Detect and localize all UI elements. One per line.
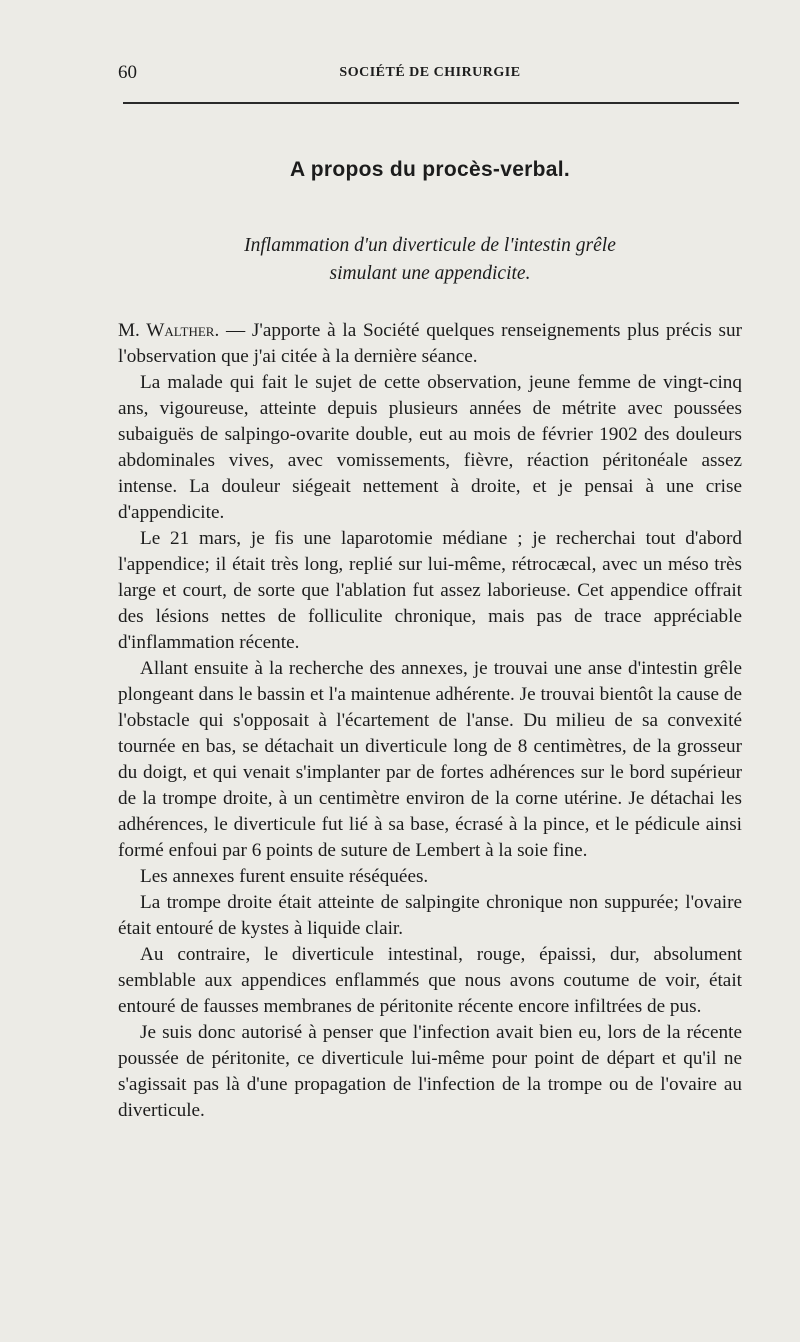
paragraph-3: Le 21 mars, je fis une laparotomie médiane ; je recherchai tout d'abord l'appendice; il était très long, replié sur lui-même, rétrocæcal, avec un méso très large et court, de sorte que l'ablation fut assez laborieuse. Cet appendice offrait des lésions nettes de folliculite chronique, mais pas de trace appréciable d'inflammation récente. xyxy=(118,528,742,653)
article-body xyxy=(118,318,742,1124)
subtitle-line-2: simulant une appendicite. xyxy=(329,263,531,284)
page-header xyxy=(118,62,742,88)
running-title: SOCIÉTÉ DE CHIRURGIE xyxy=(339,65,521,80)
section-title: A propos du procès-verbal. xyxy=(289,158,571,181)
paragraph-1-text: — J'apporte à la Société quelques renseignements plus précis sur l'observation que j'ai citée à la dernière séance. xyxy=(118,320,742,367)
paragraph-7: Au contraire, le diverticule intestinal, rouge, épaissi, dur, absolument semblable aux appendices enflammés que nous avons coutume de voir, était entouré de fausses membranes de péritonite récente encore infiltrées de pus. xyxy=(118,944,742,1017)
header-rule xyxy=(123,102,739,104)
paragraph-6: La trompe droite était atteinte de salpingite chronique non suppurée; l'ovaire était entouré de kystes à liquide clair. xyxy=(118,892,742,939)
subtitle-line-1: Inflammation d'un diverticule de l'intestin grêle xyxy=(244,235,616,256)
paragraph-4: Allant ensuite à la recherche des annexes, je trouvai une anse d'intestin grêle plongeant dans le bassin et l'a maintenue adhérente. Je trouvai bientôt la cause de l'obstacle qui s'opposait à l'écartement de l'anse. Du milieu de sa convexité tournée en bas, se détachait un diverticule long de 8 centimètres, de la grosseur du doigt, et qui venait s'implanter par de fortes adhérences sur le bord supérieur de la trompe droite, à un centimètre environ de la corne utérine. Je détachai les adhérences, le diverticule fut lié à sa base, écrasé à la pince, et le pédicule ainsi formé enfoui par 6 points de suture de Lembert à la soie fine. xyxy=(118,658,742,861)
paragraph-2: La malade qui fait le sujet de cette observation, jeune femme de vingt-cinq ans, vigoureuse, atteinte depuis plusieurs années de métrite avec poussées subaiguës de salpingo-ovarite double, eut au mois de février 1902 des douleurs abdominales vives, avec vomissements, fièvre, réaction péritonéale assez intense. La douleur siégeait nettement à droite, et je pensai à une crise d'appendicite. xyxy=(118,372,742,523)
paragraph-8: Je suis donc autorisé à penser que l'infection avait bien eu, lors de la récente poussée de péritonite, ce diverticule lui-même pour point de départ et qu'il ne s'agissait pas là d'une propagation de l'infection de la trompe ou de l'ovaire au diverticule. xyxy=(118,1022,742,1121)
paragraph-5: Les annexes furent ensuite réséquées. xyxy=(140,866,429,887)
speaker-name: M. Walther. xyxy=(118,320,220,341)
article-subtitle xyxy=(150,232,710,288)
page-number: 60 xyxy=(118,62,137,83)
paragraph-1 xyxy=(118,318,742,370)
